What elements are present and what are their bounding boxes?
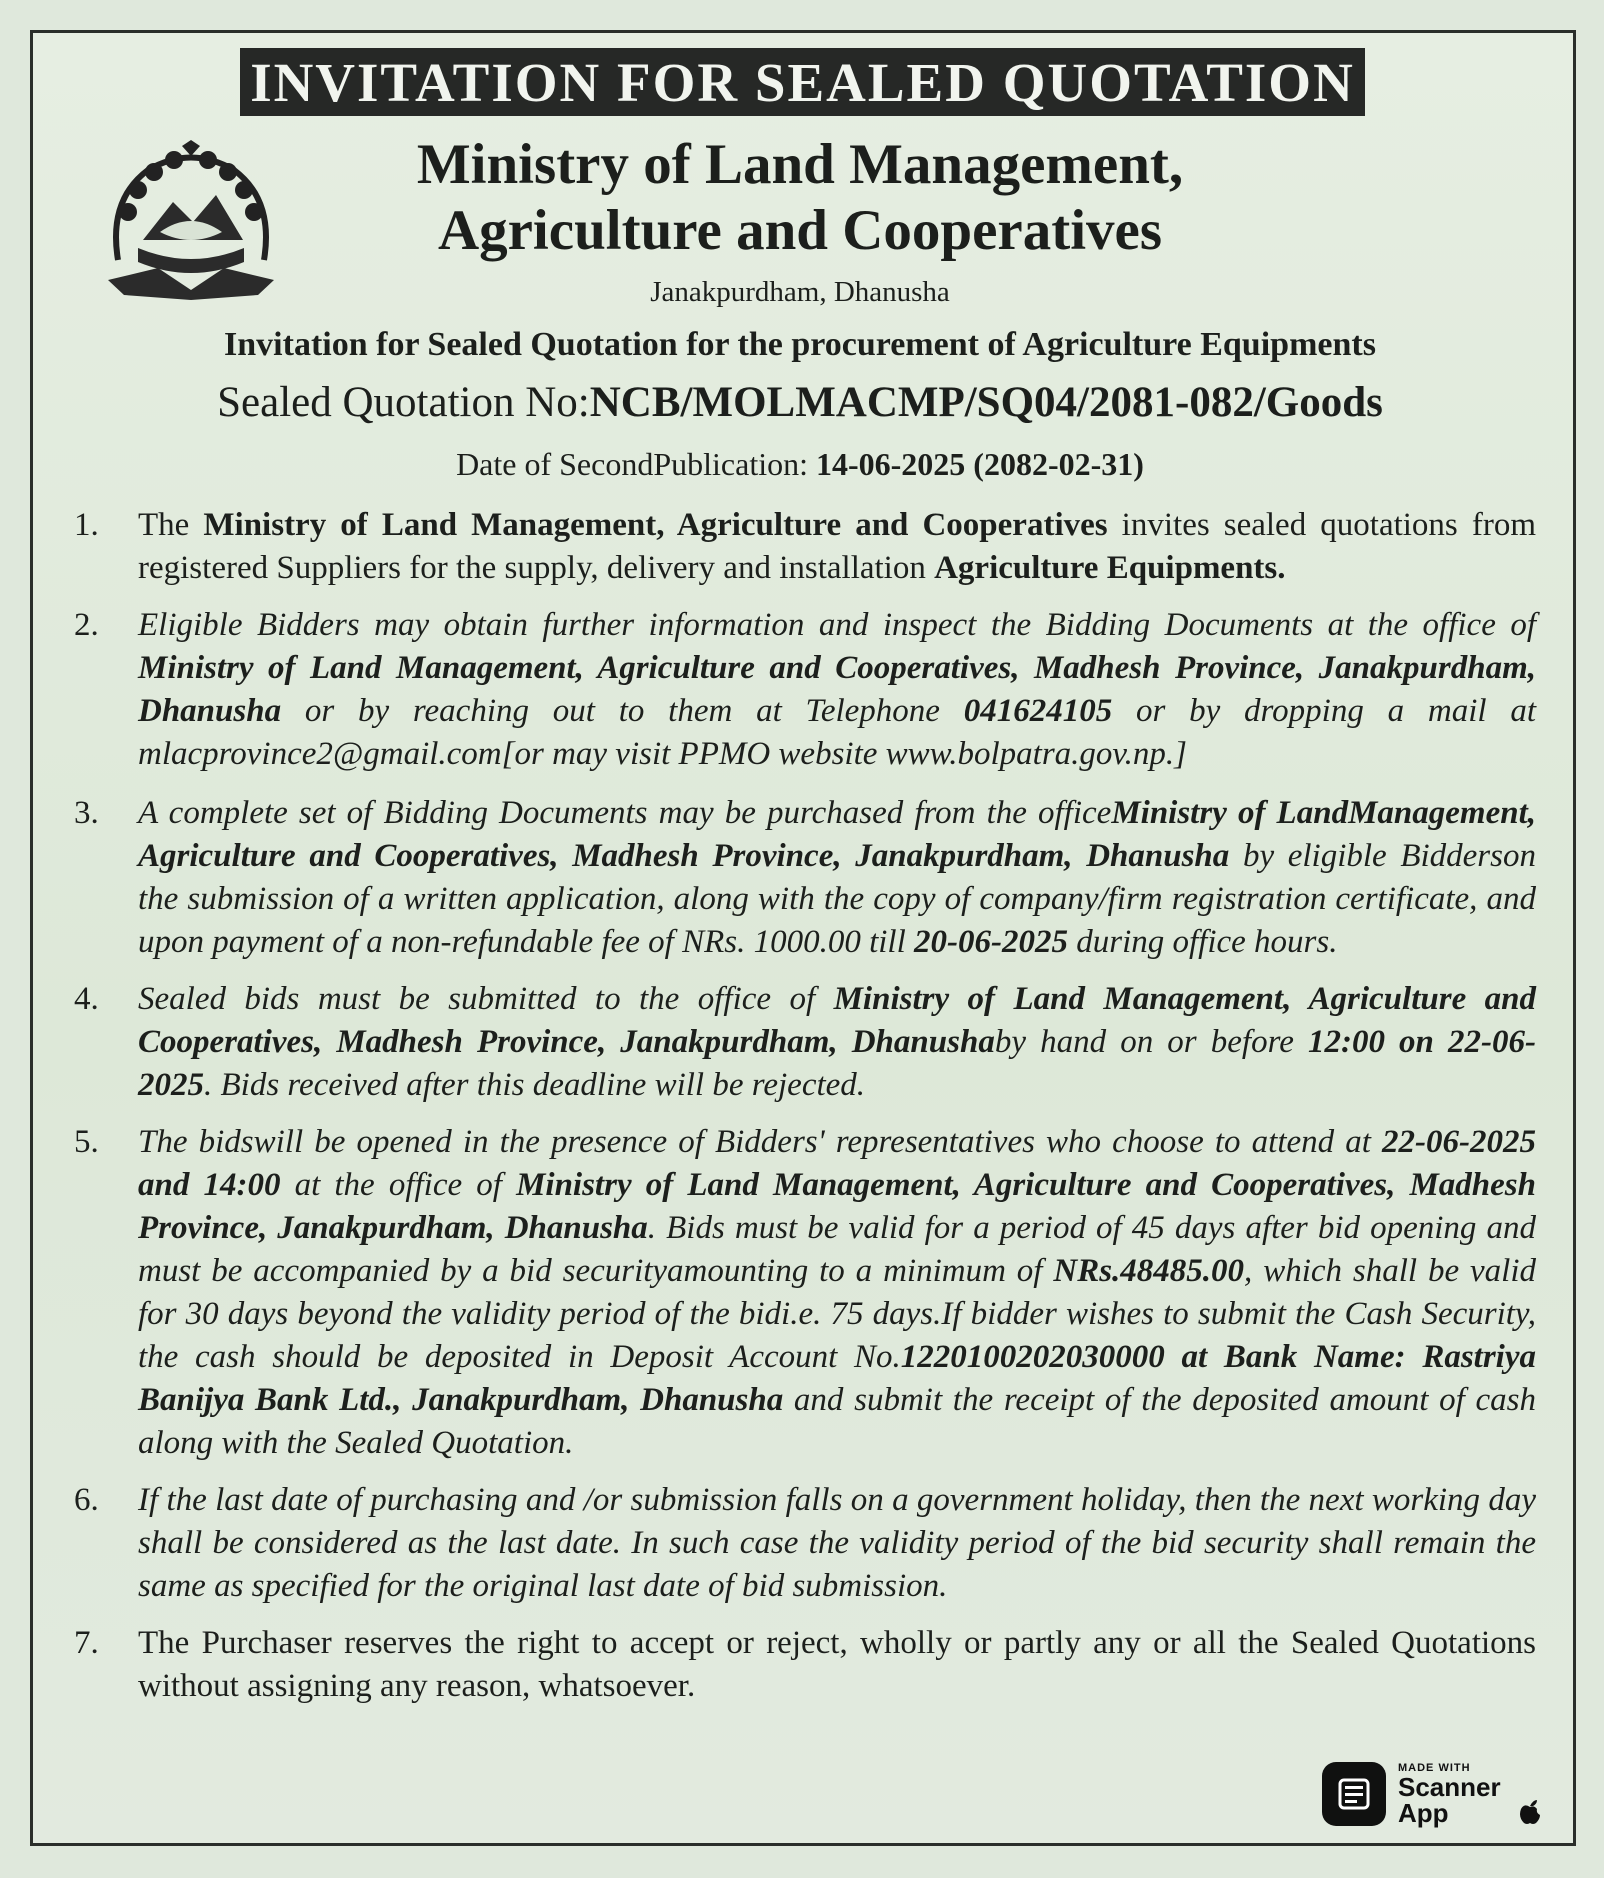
organization-name-line2: Agriculture and Cooperatives (437, 199, 1163, 262)
publication-date-line (100, 446, 1500, 483)
clause-text (138, 978, 1536, 1107)
watermark-scanner: Scanner (1398, 1772, 1501, 1802)
clause-text (138, 1479, 1536, 1608)
clause-segment: . Bids received after this deadline will be rejected. (204, 1067, 866, 1103)
clause-item (70, 1622, 1536, 1708)
clause-segment: by eligible Bidderson the submission of a written application, along with the copy of company/firm registration certificate, and upon payment of a non-refundable fee of NRs. 1000.00 till (138, 838, 1536, 960)
clause-segment: or by dropping a mail at mlacprovince2@gmail.com[or may visit PPMO website www.bolpatra.gov.np.] (138, 693, 1536, 772)
clause-segment: Sealed bids must be submitted to the office of (138, 981, 834, 1017)
notice-subtitle: Invitation for Sealed Quotation for the procurement of Agriculture Equipments (224, 326, 1376, 363)
scanner-app-icon (1322, 1762, 1386, 1826)
apple-logo-icon (1519, 1799, 1541, 1825)
clause-segment: , which shall be valid for 30 days beyond the validity period of the bidi.e. 75 days.If bidder wishes to submit the Cash Security, the cash should be deposited in Deposit Account No. (138, 1253, 1536, 1375)
scanner-app-watermark (1322, 1748, 1570, 1840)
notice-banner: INVITATION FOR SEALED QUOTATION (240, 48, 1365, 116)
organization-name-line1: Ministry of Land Management, (416, 133, 1184, 196)
clause-item (70, 792, 1536, 964)
clause-text (138, 1121, 1536, 1465)
clause-text (138, 792, 1536, 964)
clause-emphasis: 041624105 (963, 693, 1113, 729)
clause-emphasis: Agriculture Equipments. (934, 550, 1286, 586)
clause-segment: The bidswill be opened in the presence of Bidders' representatives who choose to attend at (138, 1124, 1383, 1160)
clause-text (138, 604, 1536, 776)
clause-item (70, 978, 1536, 1107)
clause-item (70, 1479, 1536, 1608)
clause-number: 1. (74, 507, 99, 543)
clause-segment: A complete set of Bidding Documents may be purchased from the office (138, 795, 1112, 831)
clause-segment: at the office of (280, 1167, 517, 1203)
clause-text (138, 504, 1536, 590)
publication-date: 14-06-2025 (2082-02-31) (815, 446, 1144, 482)
organization-location: Janakpurdham, Dhanusha (650, 276, 950, 308)
quotation-number-label: Sealed Quotation No: (217, 379, 590, 426)
clause-emphasis: NRs.48485.00 (1053, 1253, 1245, 1289)
clause-emphasis: Ministry of Land Management, Agriculture and Cooperatives, Madhesh Province, Janakpurdham, Dhanusha (138, 650, 1536, 729)
publication-date-label: Date of SecondPublication: (456, 446, 816, 482)
clause-number: 6. (74, 1482, 99, 1518)
clause-emphasis: 12:00 on 22-06-2025 (138, 1024, 1536, 1103)
notice-clauses (70, 500, 1536, 1708)
clause-segment: The Purchaser reserves the right to accept or reject, wholly or partly any or all the Sealed Quotations without assigning any reason, whatsoever. (138, 1625, 1536, 1704)
clause-item (70, 1121, 1536, 1465)
clause-emphasis: Ministry of Land Management, Agriculture and Cooperatives (203, 507, 1108, 543)
quotation-number: NCB/MOLMACMP/SQ04/2081-082/Goods (589, 379, 1383, 426)
clause-emphasis: 20-06-2025 (914, 924, 1068, 960)
clause-emphasis: Ministry of Land Management, Agriculture and Cooperatives, Madhesh Province, Janakpurdham, Dhanusha (138, 981, 1536, 1060)
clause-number: 7. (74, 1625, 99, 1661)
clause-emphasis: Ministry of Land Management, Agriculture and Cooperatives, Madhesh Province, Janakpurdham, Dhanusha (138, 1167, 1536, 1246)
clause-number: 2. (74, 607, 99, 643)
clause-segment: by hand on or before (994, 1024, 1308, 1060)
clause-number: 5. (74, 1124, 99, 1160)
clause-segment: Eligible Bidders may obtain further information and inspect the Bidding Documents at the office of (138, 607, 1536, 643)
clause-segment: or by reaching out to them at Telephone (281, 693, 964, 729)
clause-item (70, 604, 1536, 776)
clause-segment: . Bids must be valid for a period of 45 days after bid opening and must be accompanied by a bid securityamounting to a minimum of (138, 1210, 1537, 1289)
clause-emphasis: Ministry of LandManagement, Agriculture and Cooperatives, Madhesh Province, Janakpurdham, Dhanusha (138, 795, 1536, 874)
clause-item (70, 504, 1536, 590)
clause-segment: during office hours. (1068, 924, 1338, 960)
clause-segment: invites sealed quotations from registered Suppliers for the supply, delivery and installation (138, 507, 1536, 586)
organization-name (300, 132, 1300, 264)
clause-segment: and submit the receipt of the deposited amount of cash along with the Sealed Quotation. (138, 1382, 1536, 1461)
clause-emphasis: 22-06-2025 and 14:00 (138, 1124, 1536, 1203)
clause-number: 3. (74, 795, 99, 831)
clause-number: 4. (74, 981, 99, 1017)
watermark-app: App (1398, 1798, 1449, 1828)
quotation-number-line (100, 378, 1500, 427)
clause-emphasis: 1220100202030000 at Bank Name: Rastriya Banijya Bank Ltd., Janakpurdham, Dhanusha (138, 1339, 1536, 1418)
nepal-emblem-icon (98, 140, 284, 300)
watermark-made-with: MADE WITH (1398, 1762, 1471, 1774)
clause-segment: If the last date of purchasing and /or submission falls on a government holiday, then the next working day shall be considered as the last date. In such case the validity period of the bid security shall remain the same as specified for the original last date of bid submission. (138, 1482, 1536, 1604)
clause-segment: The (138, 507, 204, 543)
clause-text (138, 1622, 1536, 1708)
